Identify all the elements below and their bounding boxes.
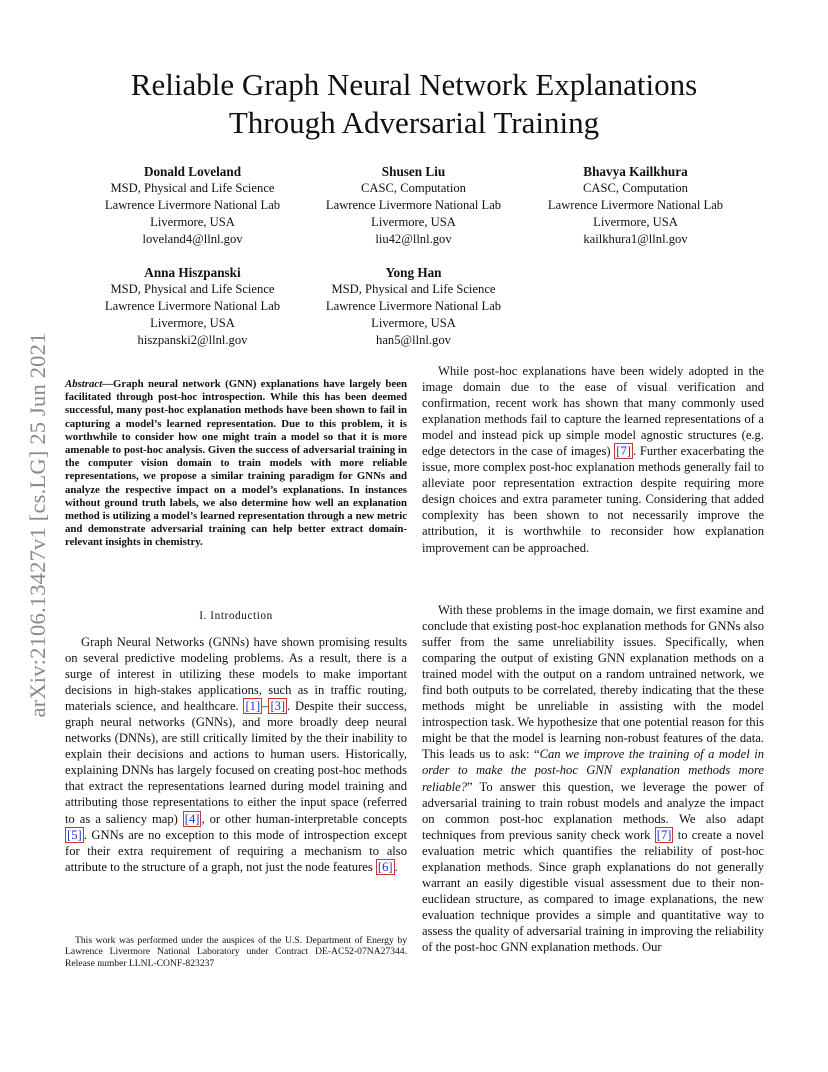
author-name: Shusen Liu [381, 164, 446, 179]
arxiv-identifier-text: arXiv:2106.13427v1 [cs.LG] 25 Jun 2021 [25, 332, 50, 718]
paragraph-text: Graph Neural Networks (GNNs) have shown promising results on several predictive modeling problems. As a result, there is a surge of interest in utilizing these models to make important decisions in high-stakes applications, such as in traffic routing, materials science, and healthcare. [65, 635, 407, 714]
author-affiliation: Lawrence Livermore National Lab [104, 299, 281, 313]
author-block-3 [523, 163, 748, 248]
author-block-2 [301, 163, 526, 248]
author-email: hiszpanski2@llnl.gov [137, 333, 248, 347]
paragraph-text: – [262, 699, 269, 714]
author-name: Donald Loveland [143, 164, 242, 179]
author-affiliation: MSD, Physical and Life Science [110, 181, 275, 195]
author-affiliation: Lawrence Livermore National Lab [547, 198, 724, 212]
citation-link[interactable]: [7] [656, 827, 672, 842]
author-affiliation: Lawrence Livermore National Lab [104, 198, 281, 212]
abstract-text: —Graph neural network (GNN) explanations have largely been facilitated through post-hoc introspection. While this has been deemed successful, many post-hoc explanation methods have been shown to fail in capturing a model’s learned representation. Due to this problem, it is worthwhile to consider how one might train a model so that it is more amenable to post-hoc analysis. Given the success of adversarial training in the computer vision domain to train models with more reliable representations, we propose a similar training paradigm for GNNs and analyze the respective impact on a model’s explanations. In instances without ground truth labels, we also determine how well an explanation method is utilizing a model’s learned representation through a new metric and demonstrate adversarial training can help better extract domain-relevant insights in chemistry. [65, 378, 407, 549]
abstract-label: Abstract [65, 378, 103, 390]
author-location: Livermore, USA [150, 215, 235, 229]
author-email: kailkhura1@llnl.gov [583, 232, 688, 246]
title-line-1: Reliable Graph Neural Network Explanations [130, 67, 698, 102]
section-heading-introduction: I. Introduction [199, 610, 273, 622]
author-block-4 [80, 264, 305, 349]
footnote: This work was performed under the auspices of the U.S. Department of Energy by Lawrence Livermore National Laboratory under Contract DE-AC52-07NA27344. Release number LLNL-CONF-823237 [65, 935, 407, 969]
paragraph-text: to create a novel evaluation metric which quantifies the reliability of post-hoc explanation methods. Since graph explanations do not generally warrant an easily digestible visual assessment due to their non-euclidean structure, as compared to image explanations, the new evaluation technique provides a simple and quantitative way to assess the quality of adversarial training in improving the reliability of the post-hoc GNN explanation methods. Our [422, 827, 764, 954]
author-name: Yong Han [385, 265, 442, 280]
author-name: Anna Hiszpanski [144, 265, 241, 280]
title-line-2: Through Adversarial Training [228, 105, 600, 140]
citation-link[interactable]: [4] [184, 811, 200, 826]
citation-link[interactable]: [1] [245, 699, 261, 714]
paragraph-text: ” To answer this question, we leverage the power of adversarial training to train robust models and analyze the impact on common post-hoc explanation methods. We also adapt techniques from previous sanity check work [422, 779, 764, 842]
author-block-5 [301, 264, 526, 349]
author-email: han5@llnl.gov [376, 333, 451, 347]
paragraph-text: While post-hoc explanations have been widely adopted in the image domain due to the ease of visual verification and confirmation, recent work has shown that many commonly used explanation methods fail to capture the learned representations of a model and instead pick up simple model agnostic structures (e.g. edge detectors in the case of images) [422, 364, 764, 459]
abstract [65, 378, 407, 550]
paragraph-text: With these problems in the image domain, we first examine and conclude that existing post-hoc explanation methods for GNNs also suffer from the same unreliability issues. Specifically, when comparing the output of existing GNN explanation methods on a trained model with the output on a random untrained network, we find both outputs to be correlated, thereby indicating that the these methods might be unreliable in assisting with the model introspection task. We hypothesize that one potential reason for this might be that the model is learning non-robust features of the data. This leads us to ask: “ [422, 603, 764, 762]
author-email: loveland4@llnl.gov [142, 232, 243, 246]
citation-link[interactable]: [6] [377, 859, 393, 874]
paragraph-text: . Despite their success, graph neural networks (GNNs), and more broadly deep neural networks (DNNs), are still critically limited by the their inability to explain their decisions and actions to human users. Historically, explaining DNNs has largely focused on creating post-hoc methods that extract the representations learned during model training and attributing those representations to either the input space (referred to as a saliency map) [65, 699, 407, 826]
paper-title [60, 66, 768, 142]
author-block-1 [80, 163, 305, 248]
author-affiliation: CASC, Computation [583, 181, 688, 195]
arxiv-identifier [20, 290, 56, 760]
author-location: Livermore, USA [593, 215, 678, 229]
research-question: Can we improve the training of a model in order to make the post-hoc GNN explanation methods more reliable? [422, 747, 764, 794]
author-affiliation: Lawrence Livermore National Lab [325, 299, 502, 313]
author-email: liu42@llnl.gov [375, 232, 452, 246]
intro-paragraph-3 [422, 602, 764, 955]
paragraph-text: . GNNs are no exception to this mode of introspection except for their extra requirement of requiring a mechanism to also attribute to the structure of a graph, not just the node features [65, 827, 407, 874]
author-affiliation: MSD, Physical and Life Science [331, 282, 496, 296]
paragraph-text: , or other human-interpretable concepts [201, 811, 407, 826]
intro-paragraph-1 [65, 634, 407, 875]
intro-paragraph-2 [422, 363, 764, 556]
author-affiliation: Lawrence Livermore National Lab [325, 198, 502, 212]
author-affiliation: CASC, Computation [361, 181, 466, 195]
author-location: Livermore, USA [371, 215, 456, 229]
paragraph-text: . [394, 859, 398, 874]
citation-link[interactable]: [5] [67, 827, 82, 842]
author-affiliation: MSD, Physical and Life Science [110, 282, 275, 296]
author-location: Livermore, USA [371, 316, 456, 330]
citation-link[interactable]: [7] [616, 444, 631, 459]
author-name: Bhavya Kailkhura [583, 164, 688, 179]
paragraph-text: . Further exacerbating the issue, more complex post-hoc explanation methods generally fail to alleviate poor representation extraction despite requiring more design choices and extra parameter tuning. Considering that added complexity has been shown to not necessarily improve the attribution, it is worthwhile to reconsider how explanation improvement can be approached. [422, 444, 764, 555]
author-location: Livermore, USA [150, 316, 235, 330]
citation-link[interactable]: [3] [270, 699, 286, 714]
